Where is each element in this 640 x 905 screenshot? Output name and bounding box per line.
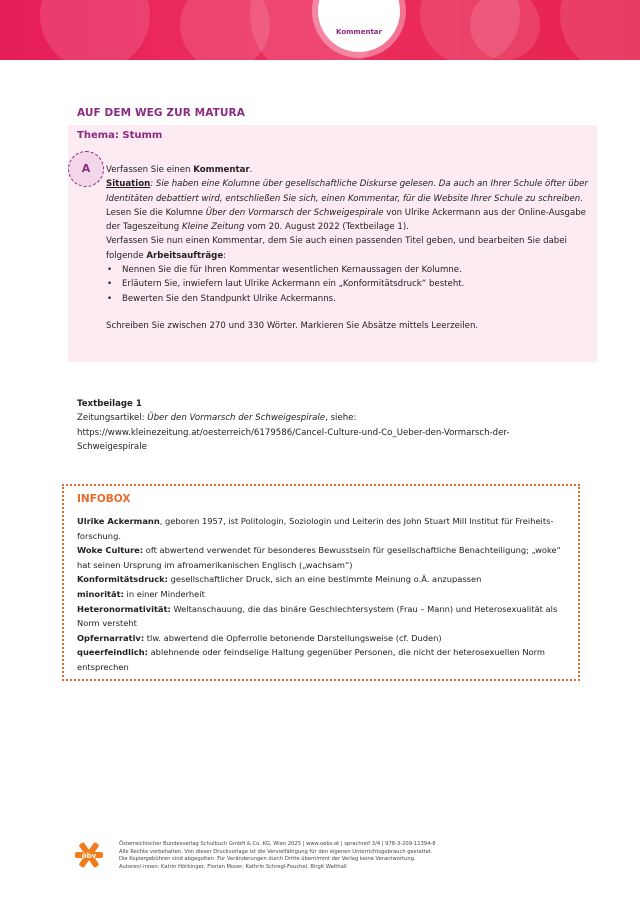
infobox-entry: Woke Culture: oft abwertend verwendet für besonderes Bewusstsein für gesellschaftliche Benachteiligung; „woke“ hat seinen Ursprung im afroamerikanischen Englisch („wachsam“) (77, 545, 561, 570)
infobox-text (77, 514, 567, 675)
header-tab-label: Kommentar (336, 28, 382, 36)
list-item: • Bewerten Sie den Standpunkt Ulrike Ackermanns. (106, 292, 592, 306)
textbeilage-url-cont[interactable]: Schweigespirale (77, 441, 147, 452)
task-writing: Verfassen Sie nun einen Kommentar, dem Sie auch einen passenden Titel geben, und bearbeiten Sie dabei folgende Arbeitsaufträge: (106, 236, 567, 261)
infobox-entry: minorität: in einer Minderheit (77, 588, 205, 599)
textbeilage-source: Zeitungsartikel: Über den Vormarsch der Schweigespirale, siehe: (77, 413, 357, 424)
list-item: • Erläutern Sie, inwiefern laut Ulrike Ackermann ein „Konformitätsdruck“ besteht. (106, 277, 592, 291)
footer-line: Österreichischer Bundesverlag Schulbuch GmbH & Co. KG, Wien 2025 | www.oebv.at | sprachreif 3/4 | 978-3-209-11394-8 (119, 841, 436, 847)
infobox-entry: Opfernarrativ: tlw. abwertend die Opferrolle betonende Darstellungsweise (cf. Duden) (77, 632, 442, 643)
infobox-entry: queerfeindlich: ablehnende oder feindselige Haltung gegenüber Personen, die nicht der heterosexuellen Norm entsprechen (77, 647, 545, 672)
task-text (106, 163, 592, 333)
footer-line: Autoren/-innen: Katrin Hörbinger, Florian Moser, Kathrin Schregl-Fouchel, Birgit Walthall (119, 863, 347, 870)
task-reading: Lesen Sie die Kolumne Über den Vormarsch der Schweigespirale von Ulrike Ackermann aus der Online-Ausgabe der Tageszeitung Kleine Zeitung vom 20. August 2022 (Textbeilage 1). (106, 207, 586, 233)
infobox (62, 484, 580, 681)
task-closing: Schreiben Sie zwischen 270 und 330 Wörter. Markieren Sie Absätze mittels Leerzeilen. (106, 320, 479, 331)
header-decoration-circle (40, 0, 150, 60)
footer-line: Alle Rechte vorbehalten. Von dieser Druckvorlage ist die Vervielfältigung für den eigenen Unterrichtsgebrauch gestattet. (119, 848, 433, 855)
task-intro: Verfassen Sie einen Kommentar. (106, 165, 253, 175)
oebv-logo-icon (74, 840, 104, 870)
footer-line: Die Kopiergebühren sind abgegolten. Für Veränderungen durch Dritte übernimmt der Verlag keine Verantwortung. (119, 856, 416, 862)
footer-text (119, 841, 539, 871)
textbeilage-url[interactable]: https://www.kleinezeitung.at/oesterreich/6179586/Cancel-Culture-und-Co_Ueber-den-Vormarsch-der- (77, 427, 510, 438)
task-badge: A (68, 151, 104, 187)
list-item: • Nennen Sie die für Ihren Kommentar wesentlichen Kernaussagen der Kolumne. (106, 263, 592, 277)
header-decoration-circle (560, 0, 640, 60)
section-title: AUF DEM WEG ZUR MATURA (77, 107, 245, 119)
textbeilage (77, 397, 567, 454)
task-topic: Thema: Stumm (77, 130, 163, 141)
infobox-title: INFOBOX (77, 493, 131, 505)
textbeilage-title: Textbeilage 1 (77, 399, 142, 409)
logo-text: öbv (81, 852, 97, 860)
infobox-entry: Heteronormativität: Weltanschauung, die das binäre Geschlechtersystem (Frau – Mann) und Heterosexualität als Norm versteht (77, 603, 558, 629)
infobox-entry: Ulrike Ackermann, geboren 1957, ist Politologin, Soziologin und Leiterin des John Stuart Mill Institut für Freiheits-forschung. (77, 516, 554, 541)
task-situation: Situation: Sie haben eine Kolumne über gesellschaftliche Diskurse gelesen. Da auch an Ihrer Schule öfter über Identitäten debattiert wird, entschließen Sie sich, einen Kommentar, für die Website Ihrer Schule zu schreiben. (106, 179, 588, 204)
task-box (68, 125, 597, 362)
task-bullet-list (106, 263, 592, 306)
infobox-entry: Konformitätsdruck: gesellschaftlicher Druck, sich an eine bestimmte Meinung o.Ä. anzupassen (77, 574, 482, 585)
